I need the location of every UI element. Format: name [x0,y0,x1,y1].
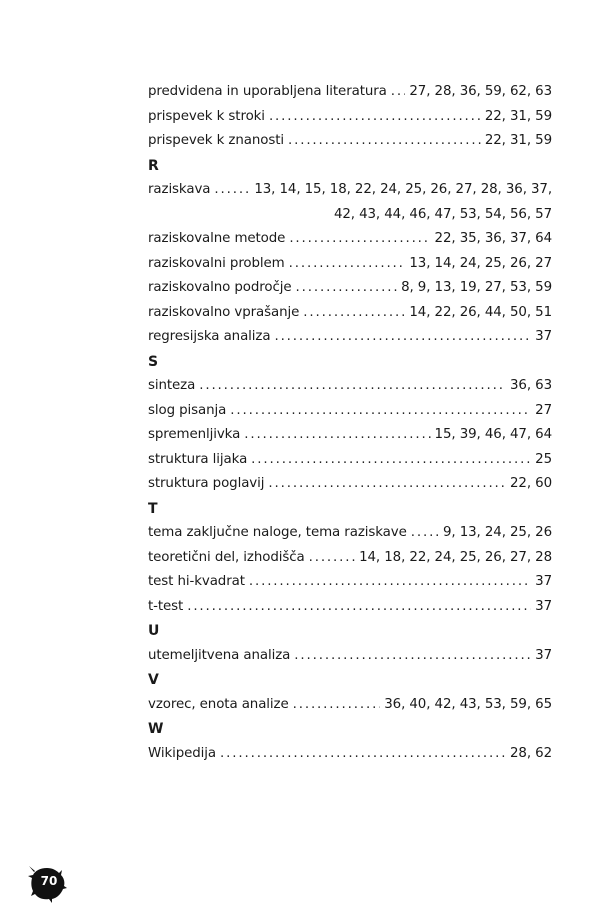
index-entry [148,476,552,501]
dot-leader [411,525,439,540]
index-entry [148,550,552,575]
index-pages: 13, 14, 24, 25, 26, 27 [409,255,552,271]
dot-leader [230,403,531,418]
index-entry [148,256,552,281]
index-term: Wikipedija [148,745,217,761]
index-entry [148,403,552,428]
index-pages: 27 [535,402,552,418]
index-entry [148,133,552,158]
dot-leader [294,648,531,663]
index-section-letter: T [148,500,158,517]
index-entry [148,697,552,722]
dot-leader [199,378,506,393]
index-pages: 22, 31, 59 [484,108,552,124]
dot-leader [244,427,430,442]
index-list [148,84,552,770]
index-entry [148,182,552,207]
index-entry [148,746,552,771]
index-pages: 13, 14, 15, 18, 22, 24, 25, 26, 27, 28, 36, 37, [254,182,552,197]
index-entry [148,305,552,330]
dot-leader [289,256,406,271]
index-entry [148,280,552,305]
index-term: tema zaključne naloge, tema raziskave [148,525,407,540]
index-entry [148,427,552,452]
index-pages: 8, 9, 13, 19, 27, 53, 59 [401,280,552,295]
index-term: predvidena in uporabljena literatura [148,84,387,99]
index-entry [148,329,552,354]
index-entry [148,648,552,673]
dot-leader [391,84,406,99]
dot-leader [303,305,405,320]
index-term: raziskovalno vprašanje [148,304,300,320]
index-entry [148,231,552,256]
index-pages: 15, 39, 46, 47, 64 [434,427,552,442]
dot-leader [269,109,481,124]
index-term: struktura lijaka [148,451,248,467]
index-section-letter: U [148,623,160,639]
index-term: spremenljivka [148,427,241,442]
index-term: prispevek k znanosti [148,133,284,148]
index-entry [148,109,552,134]
dot-leader [268,476,506,491]
index-pages: 37 [535,574,552,589]
dot-leader [187,599,531,614]
index-entry-continuation: 42, 43, 44, 46, 47, 53, 54, 56, 57 [333,206,552,222]
index-pages: 14, 18, 22, 24, 25, 26, 27, 28 [359,549,552,565]
index-term: raziskovalno področje [148,280,292,295]
index-term: raziskovalne metode [148,231,286,246]
dot-leader [220,746,506,761]
dot-leader [249,574,531,589]
dot-leader [289,231,430,246]
index-pages: 28, 62 [510,745,552,761]
index-term: prispevek k stroki [148,108,265,124]
index-pages: 37 [535,647,552,663]
index-pages: 22, 31, 59 [484,133,552,148]
index-pages: 22, 60 [510,476,552,491]
index-pages: 22, 35, 36, 37, 64 [434,231,552,246]
index-term: sinteza [148,378,196,393]
index-term: teoretični del, izhodišča [148,549,305,565]
index-pages: 27, 28, 36, 59, 62, 63 [409,84,552,99]
index-entry [148,452,552,477]
dot-leader [274,329,531,344]
index-term: test hi-kvadrat [148,574,245,589]
dot-leader [296,280,398,295]
page-number: 70 [40,874,58,888]
index-term: raziskovalni problem [148,255,285,271]
dot-leader [309,550,356,565]
index-pages: 37 [535,598,552,614]
index-entry [148,525,552,550]
dot-leader [293,697,381,712]
dot-leader [214,182,250,197]
dot-leader [251,452,531,467]
index-section-letter: S [148,353,159,370]
index-term: struktura poglavij [148,476,265,491]
index-section-letter: W [148,721,164,737]
index-term: raziskava [148,182,211,197]
index-pages: 37 [535,329,552,344]
index-pages: 25 [535,451,552,467]
index-pages: 9, 13, 24, 25, 26 [442,525,552,540]
index-entry [148,599,552,624]
index-section-letter: R [148,157,159,174]
dot-leader [288,133,481,148]
index-pages: 36, 63 [510,378,552,393]
index-pages: 36, 40, 42, 43, 53, 59, 65 [384,696,552,712]
index-entry [148,574,552,599]
index-term: utemeljitvena analiza [148,647,291,663]
index-pages: 14, 22, 26, 44, 50, 51 [409,304,552,320]
index-entry [148,378,552,403]
index-term: regresijska analiza [148,329,271,344]
index-term: slog pisanja [148,402,227,418]
index-term: t-test [148,598,184,614]
index-entry [148,84,552,109]
index-section-letter: V [148,672,159,688]
index-term: vzorec, enota analize [148,696,289,712]
